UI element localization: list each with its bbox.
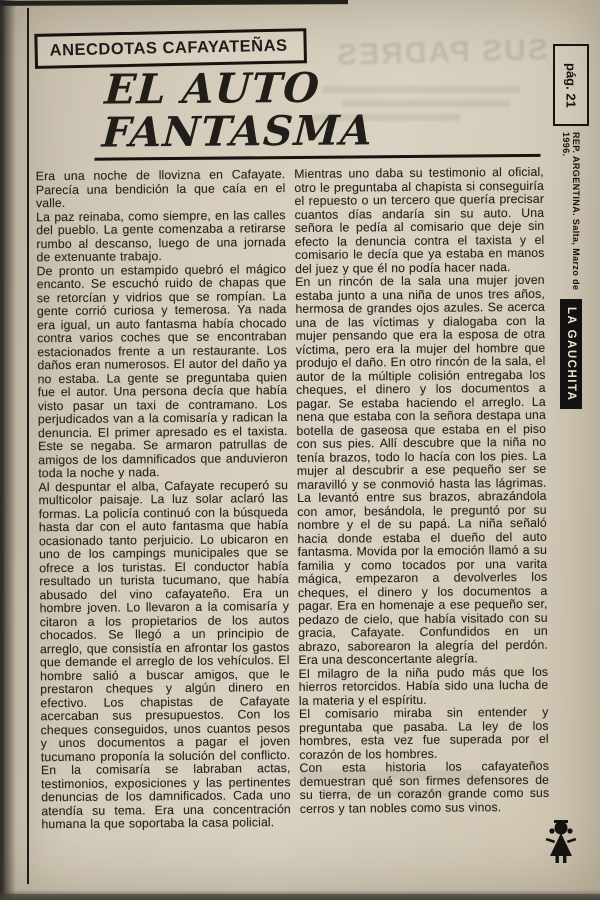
paragraph: Mientras uno daba su testimonio al oficial, otro le preguntaba al chapista si conseguiría el repuesto o un tercero que quería precisar cuantos días andaría sin su auto. Una señora le pedía al comisario que deje sin efecto la denuncia contra el taxista y el comisario le decía que ya estaba en manos del juez y que él no podía hacer nada. bbox=[294, 164, 545, 276]
column-left bbox=[36, 168, 291, 832]
paragraph: Al despuntar el alba, Cafayate recuperó su multicolor paisaje. La luz solar aclaró las formas. La policía continuó con la búsqueda hasta dar con el auto fantasma que había ocasionado tanto perjuicio. Lo ubicaron en uno de los campings municipales que se ofrece a los turistas. El conductor había resultado un turista tucumano, que había abusado del vino cafayateño. Era un hombre joven. Lo llevaron a la comisaría y citaron a los propietarios de los autos chocados. Se llegó a un principio de arreglo, que consistía en afrontar los gastos que demande el arreglo de los vehículos. El hombre salió a buscar amigos, que le prestaron cheques y algún dinero en efectivo. Los chapistas de Cafayate acercaban sus presupuestos. Con los cheques conseguidos, unos cuantos pesos y unos documentos a pagar el joven tucumano proponía la solución del conflicto. En la comisaría se labraban actas, testimonios, exposiciones y las pertinentes denuncias de los damnificados. Cada uno atendía su tema. Era una concentración humana la que soportaba la casa policial. bbox=[38, 477, 291, 832]
page-number-label: pág. 21 bbox=[563, 62, 579, 108]
article bbox=[35, 28, 550, 832]
masthead-box bbox=[560, 299, 582, 409]
kicker-box bbox=[34, 28, 307, 69]
paragraph: El comisario miraba sin entender y preguntaba que pasaba. La ley de los hombres, esta vez fue superada por el corazón de los hombres. bbox=[298, 704, 549, 762]
edition-label: REP. ARGENTINA. Salta, Marzo de 1996. bbox=[561, 132, 581, 291]
paragraph: En un rincón de la sala una mujer joven estaba junto a una niña de unos tres años, hermosa de grandes ojos azules. Se acerca una de las víctimas y dialogaba con la mujer pensando que era la esposa de otra víctima, pero era la mujer del hombre que produjo el daño. En otro rincón de la sala, el autor de la múltiple colisión entregaba los cheques, el dinero y los documentos a pagar. Se estaba haciendo el arreglo. La nena que estaba con la señora destapa una botella de gaseosa que estaba en el piso con sus pies. Allí descubre que la niña no tenía brazos, todo lo hacía con los pies. La mujer al descubrir a ese pequeño ser se maravilló y se conmovió hasta las lágrimas. La levantó entre sus brazos, abrazándola con amor, besándola, le preguntó por su nombre y el de su papá. La niña señaló hacia donde estaba el dueño del auto fantasma. Movida por la emoción llamó a su familia y como tocados por una varita mágica, empezaron a devolverles los cheques, el dinero y los documentos a pagar. Era en homenaje a ese pequeño ser, pedazo de cielo, que había visitado con su gracia, Cafayate. Confundidos en un abrazo, saborearon la alegría del perdón. Era una desconcertante alegría. bbox=[295, 272, 548, 668]
headline-wrap bbox=[97, 65, 544, 161]
fold-line bbox=[27, 8, 29, 884]
masthead-label: LA GAUCHITA bbox=[565, 307, 577, 402]
page-number-box bbox=[553, 44, 589, 126]
scan-edge-left bbox=[0, 0, 16, 900]
paragraph: De pronto un estampido quebró el mágico encanto. Se escuchó ruido de chapas que se retorcían y vidrios que se rompían. La gente corrió curiosa y temerosa. Ya nada era igual, un auto fantasma había chocado contra varios coches que se encontraban estacionados frente a un restaurante. Los daños eran numerosos. El autor del daño ya no estaba. La gente se preguntaba quien fue el autor. Una persona decía que había visto pasar un taxi de contramano. Los perjudicados van a la comisaría y radican la denuncia. El primer apresado es el taxista. Este se negaba. Se armaron patrullas de amigos de los damnificados que anduvieron toda la noche y nada. bbox=[36, 261, 288, 481]
bleed-through-text: SUS PADRES bbox=[334, 33, 549, 72]
paragraph: El milagro de la niña pudo más que los hierros retorcidos. Había sido una lucha de la materia y el espíritu. bbox=[298, 664, 549, 708]
article-columns bbox=[36, 166, 550, 832]
scan-edge-bottom bbox=[0, 890, 600, 900]
column-right bbox=[294, 166, 549, 830]
paragraph: La paz reinaba, como siempre, en las calles del pueblo. La gente comenzaba a retirarse rumbo al descanso, luego de una jornada de extenuante trabajo. bbox=[36, 207, 286, 265]
kicker-label: ANECDOTAS CAFAYATEÑAS bbox=[49, 36, 288, 60]
paragraph: Era una noche de llovizna en Cafayate. Parecía una bendición la que caía en el valle. bbox=[35, 167, 286, 211]
gauchita-mascot-icon bbox=[544, 819, 578, 870]
paragraph: Con esta historia los cafayateños demuestran qué son firmes defensores de su tierra, de un corazón grande como sus cerros y tan nobles como sus vinos. bbox=[299, 758, 550, 816]
page-title: EL AUTO FANTASMA bbox=[94, 65, 546, 161]
edition-sidebar bbox=[551, 44, 591, 409]
